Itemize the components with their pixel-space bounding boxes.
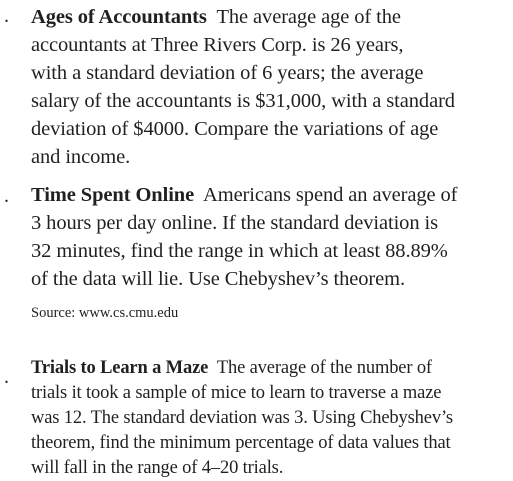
problem-marker: .	[4, 185, 9, 207]
problem-line: of the data will lie. Use Chebyshev’s theorem.	[31, 268, 405, 290]
problem-line: with a standard deviation of 6 years; the average	[31, 62, 424, 84]
problem-line: The average of the number of	[208, 358, 432, 378]
problem-line: was 12. The standard deviation was 3. Using Chebyshev’s	[31, 408, 453, 428]
problem-marker: .	[4, 366, 9, 388]
problem-text	[31, 356, 513, 481]
problem-line: and income.	[31, 146, 131, 168]
problem-line: deviation of $4000. Compare the variations of age	[31, 118, 439, 140]
problem-title: Trials to Learn a Maze	[31, 358, 209, 378]
problem-line: 3 hours per day online. If the standard deviation is	[31, 212, 438, 234]
problem-line: salary of the accountants is $31,000, with a standard	[31, 90, 455, 112]
problem-title: Time Spent Online	[31, 184, 195, 206]
problem-marker: .	[4, 5, 9, 27]
problem-line: trials it took a sample of mice to learn to traverse a maze	[31, 383, 442, 403]
problem-line: will fall in the range of 4–20 trials.	[31, 458, 284, 478]
problem-line: accountants at Three Rivers Corp. is 26 years,	[31, 34, 404, 56]
problem-text	[31, 181, 513, 293]
problem-line: 32 minutes, find the range in which at least 88.89%	[31, 240, 448, 262]
problem-line: theorem, find the minimum percentage of data values that	[31, 433, 451, 453]
problem-line: The average age of the	[206, 6, 401, 28]
source-citation: Source: www.cs.cmu.edu	[31, 305, 179, 321]
problem-text	[31, 3, 513, 171]
problem-title: Ages of Accountants	[31, 6, 207, 28]
problem-line: Americans spend an average of	[194, 184, 458, 206]
